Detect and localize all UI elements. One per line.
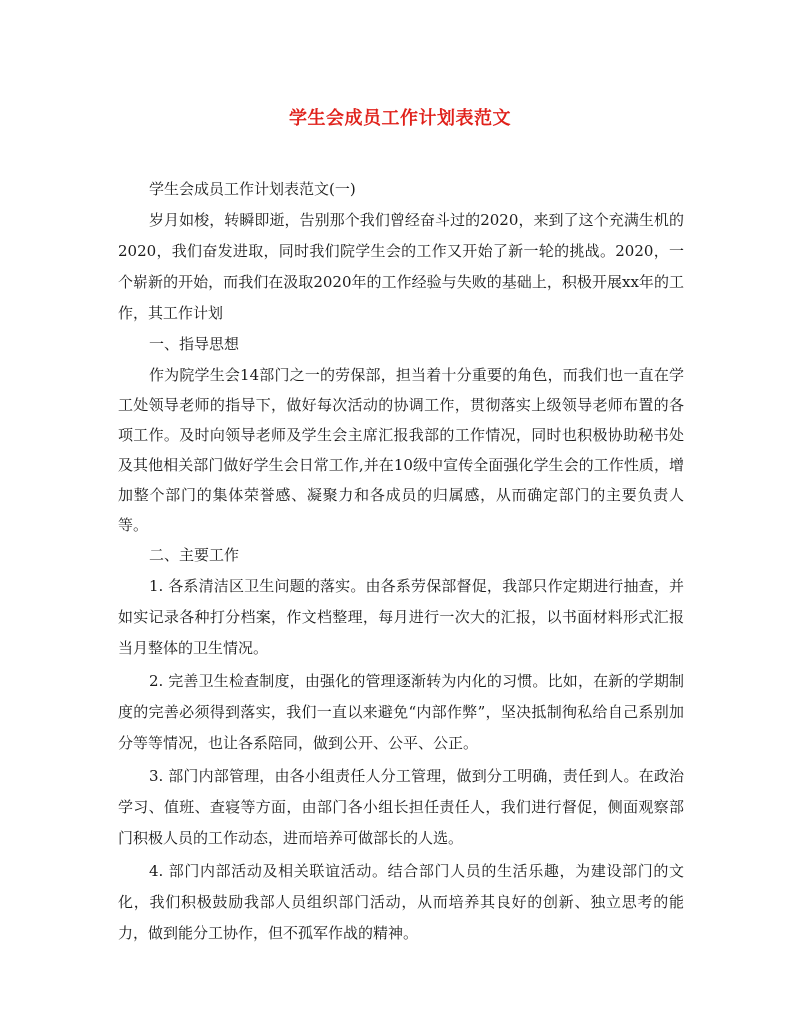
section-heading-main-work: 二、主要工作 (149, 546, 240, 564)
main-work-item-1: 1. 各系清洁区卫生问题的落实。由各系劳保部督促，我部只作定期进行抽查，并如实记录各种打分档案，作文档整理，每月进行一次大的汇报，以书面材料形式汇报当月整体的卫生情况。 (118, 577, 684, 657)
document-title: 学生会成员工作计划表范文 (289, 108, 511, 129)
section-heading-part-one: 学生会成员工作计划表范文(一) (149, 180, 356, 198)
section-heading-guiding-ideology: 一、指导思想 (149, 335, 240, 353)
document-body (118, 174, 684, 949)
main-work-item-4: 4. 部门内部活动及相关联谊活动。结合部门人员的生活乐趣，为建设部门的文化，我们积极鼓励我部人员组织部门活动，从而培养其良好的创新、独立思考的能力，做到能分工协作，但不孤军作战的精神。 (118, 862, 684, 942)
guiding-ideology-paragraph: 作为院学生会14部门之一的劳保部，担当着十分重要的角色，而我们也一直在学工处领导老师的指导下，做好每次活动的协调工作，贯彻落实上级领导老师布置的各项工作。及时向领导老师及学生会主席汇报我部的工作情况，同时也积极协助秘书处及其他相关部门做好学生会日常工作,并在10级中宣传全面强化学生会的工作性质，增加整个部门的集体荣誉感、凝聚力和各成员的归属感，从而确定部门的主要负责人等。 (118, 366, 684, 534)
intro-paragraph: 岁月如梭，转瞬即逝，告别那个我们曾经奋斗过的2020，来到了这个充满生机的2020，我们奋发进取，同时我们院学生会的工作又开始了新一轮的挑战。2020，一个崭新的开始，而我们在汲取2020年的工作经验与失败的基础上，积极开展xx年的工作，其工作计划 (118, 211, 684, 322)
main-work-item-3: 3. 部门内部管理，由各小组责任人分工管理，做到分工明确，责任到人。在政治学习、值班、查寝等方面，由部门各小组长担任责任人，我们进行督促，侧面观察部门积极人员的工作动态，进而培养可做部长的人选。 (118, 767, 684, 847)
main-work-item-2: 2. 完善卫生检查制度，由强化的管理逐渐转为内化的习惯。比如，在新的学期制度的完善必须得到落实，我们一直以来避免“内部作弊”，坚决抵制徇私给自己系别加分等等情况，也让各系陪同，做到公开、公平、公正。 (118, 672, 684, 752)
